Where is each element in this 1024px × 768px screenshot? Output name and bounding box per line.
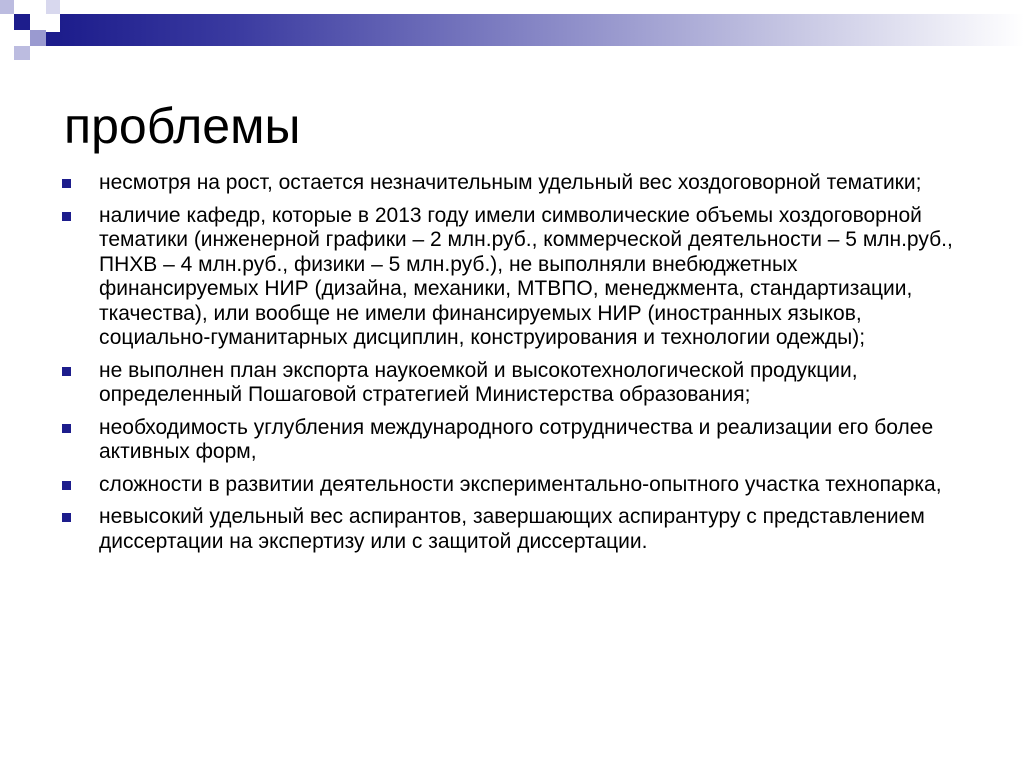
- square-bullet-icon: [62, 424, 71, 433]
- deco-square: [30, 30, 46, 46]
- header-decoration: [0, 0, 1024, 60]
- bullet-item: [62, 204, 962, 351]
- bullet-item: [62, 416, 962, 465]
- bullet-item: [62, 171, 962, 196]
- deco-square: [0, 0, 14, 14]
- deco-square: [14, 46, 30, 60]
- bullet-text: не выполнен план экспорта наукоемкой и высокотехнологической продукции, определенный Пошаговой стратегией Министерства образования;: [99, 358, 858, 406]
- square-bullet-icon: [62, 179, 71, 188]
- square-bullet-icon: [62, 212, 71, 221]
- slide-title: проблемы: [64, 98, 301, 154]
- bullet-item: [62, 359, 962, 408]
- bullet-text: несмотря на рост, остается незначительным удельный вес хоздоговорной тематики;: [99, 171, 922, 194]
- bullet-item: [62, 505, 962, 554]
- bullet-text: невысокий удельный вес аспирантов, завершающих аспирантуру с представлением диссертации на экспертизу или с защитой диссертации.: [99, 505, 925, 553]
- header-gradient-bar: [60, 14, 1024, 46]
- bullet-list: [62, 171, 962, 562]
- bullet-text: необходимость углубления международного сотрудничества и реализации его более активных форм,: [99, 415, 934, 463]
- square-bullet-icon: [62, 367, 71, 376]
- bullet-text: наличие кафедр, которые в 2013 году имели символические объемы хоздоговорной тематики (инженерной графики – 2 млн.руб., коммерческой деятельности – 5 млн.руб., ПНХВ – 4 млн.руб., физики – 5 млн.руб.), не выполняли внебюджетных финансируемых НИР (дизайна, механики, МТВПО, менеджмента, стандартизации, ткачества), или вообще не имели финансируемых НИР (иностранных языков, социально-гуманитарных дисциплин, конструирования и технологии одежды);: [99, 203, 953, 349]
- bullet-item: [62, 473, 962, 498]
- bullet-text: сложности в развитии деятельности экспериментально-опытного участка технопарка,: [99, 472, 942, 496]
- deco-square: [46, 0, 60, 14]
- deco-square: [46, 32, 60, 46]
- square-bullet-icon: [62, 481, 71, 490]
- square-bullet-icon: [62, 513, 71, 522]
- deco-square: [14, 14, 30, 30]
